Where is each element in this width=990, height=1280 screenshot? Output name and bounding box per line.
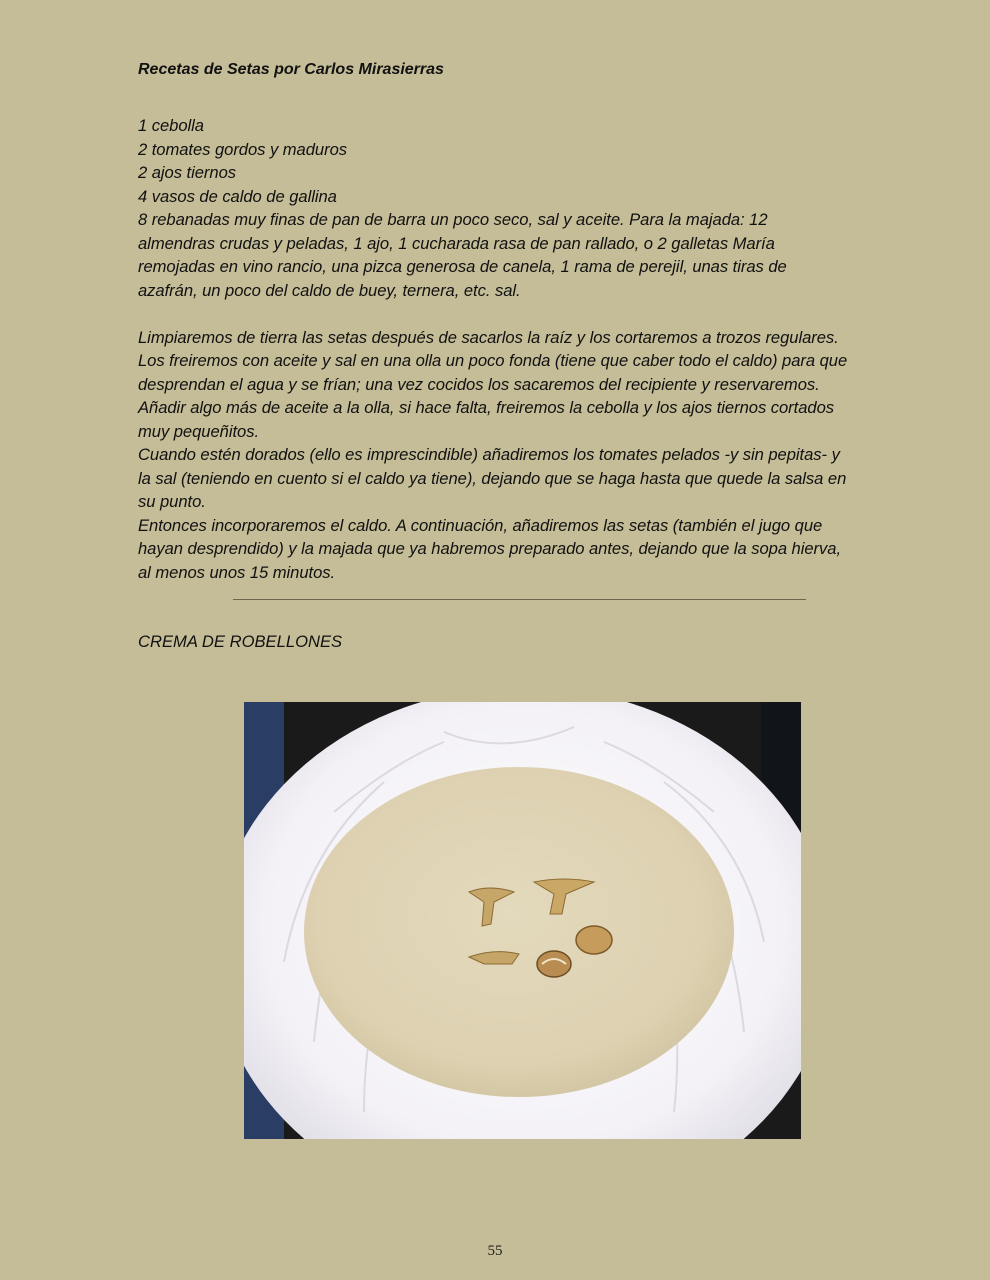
ingredient-line: 1 cebolla	[138, 116, 204, 135]
section-title: CREMA DE ROBELLONES	[138, 632, 343, 651]
page-header-title: Recetas de Setas por Carlos Mirasierras	[138, 61, 444, 78]
instruction-line: Los freiremos con aceite y sal en una olla un poco fonda (tiene que caber todo el caldo) para que	[138, 351, 848, 370]
instruction-line: hayan desprendido) y la majada que ya habremos preparado antes, dejando que la sopa hierva,	[138, 539, 842, 558]
instruction-line: la sal (teniendo en cuento si el caldo ya tiene), dejando que se haga hasta que quede la salsa en	[138, 468, 847, 488]
instruction-line: Limpiaremos de tierra las setas después de sacarlos la raíz y los cortaremos a trozos regulares.	[138, 327, 839, 347]
instruction-line: Cuando estén dorados (ello es imprescindible) añadiremos los tomates pelados -y sin pepitas- y	[138, 445, 840, 464]
ingredient-line: almendras crudas y peladas, 1 ajo, 1 cucharada rasa de pan rallado, o 2 galletas María	[138, 233, 775, 253]
instruction-line: Añadir algo más de aceite a la olla, si hace falta, freiremos la cebolla y los ajos tiernos cortados	[138, 398, 834, 417]
ingredient-line: 2 tomates gordos y maduros	[138, 139, 347, 159]
ingredient-line: azafrán, un poco del caldo de buey, ternera, etc. sal.	[138, 280, 521, 300]
recipe-body	[138, 114, 908, 584]
ingredient-line: 2 ajos tiernos	[138, 163, 236, 182]
paragraph-gap	[138, 302, 908, 326]
page-number: 55	[487, 1243, 503, 1259]
ingredient-line: 8 rebanadas muy finas de pan de barra un poco seco, sal y aceite. Para la majada: 12	[138, 210, 768, 229]
section-divider	[233, 599, 806, 600]
instruction-line: su punto.	[138, 492, 206, 511]
instruction-line: desprendan el agua y se frían; una vez cocidos los sacaremos del recipiente y reservaremos.	[138, 374, 820, 394]
ingredient-line: 4 vasos de caldo de gallina	[138, 186, 337, 206]
instruction-line: muy pequeñitos.	[138, 421, 260, 441]
soup-bowl-photo	[244, 702, 801, 1139]
instruction-line: al menos unos 15 minutos.	[138, 562, 336, 582]
ingredient-line: remojadas en vino rancio, una pizca generosa de canela, 1 rama de perejil, unas tiras de	[138, 257, 787, 276]
instruction-line: Entonces incorporaremos el caldo. A continuación, añadiremos las setas (también el jugo que	[138, 515, 823, 535]
